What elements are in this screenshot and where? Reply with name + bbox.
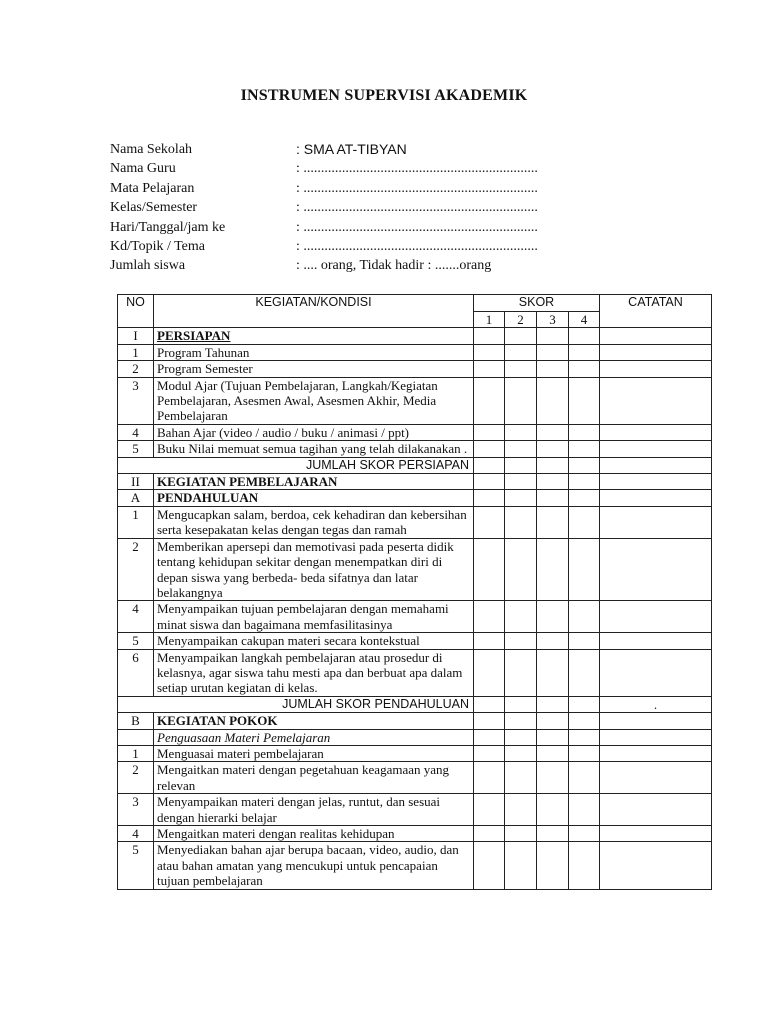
row-activity: Buku Nilai memuat semua tagihan yang telah dilakanakan . (154, 441, 474, 457)
info-value: : ................................................................... (296, 219, 538, 235)
header-skor-3: 3 (537, 312, 569, 328)
score-cell-4[interactable] (569, 601, 600, 633)
table-row (118, 538, 712, 601)
score-cell-4[interactable] (569, 424, 600, 440)
score-cell-2[interactable] (505, 696, 537, 712)
row-number: 4 (118, 826, 154, 842)
notes-cell[interactable] (600, 762, 712, 794)
score-cell-4[interactable] (569, 538, 600, 601)
score-cell-4[interactable] (569, 842, 600, 889)
notes-cell[interactable] (600, 490, 712, 506)
table-row (118, 713, 712, 729)
info-label: Kd/Topik / Tema (110, 238, 205, 254)
row-number: 2 (118, 361, 154, 377)
table-row (118, 745, 712, 761)
score-cell-3[interactable] (537, 474, 569, 490)
table-row (118, 794, 712, 826)
row-activity: Mengaitkan materi dengan realitas kehidupan (154, 826, 474, 842)
table-row (118, 633, 712, 649)
score-cell-1[interactable] (474, 344, 505, 360)
row-number: 1 (118, 506, 154, 538)
row-activity: Mengucapkan salam, berdoa, cek kehadiran dan kebersihan serta kesepakatan kelas dengan tegas dan ramah (154, 506, 474, 538)
notes-cell[interactable] (600, 377, 712, 424)
score-cell-4[interactable] (569, 649, 600, 696)
table-row (118, 506, 712, 538)
notes-cell[interactable] (600, 457, 712, 473)
row-activity: Menyampaikan cakupan materi secara kontekstual (154, 633, 474, 649)
row-activity: KEGIATAN PEMBELAJARAN (154, 474, 474, 490)
score-cell-4[interactable] (569, 826, 600, 842)
row-number: 5 (118, 842, 154, 889)
score-cell-1[interactable] (474, 506, 505, 538)
header-skor-1: 1 (474, 312, 505, 328)
table-row (118, 424, 712, 440)
score-cell-2[interactable] (505, 762, 537, 794)
row-activity: Menyampaikan materi dengan jelas, runtut, dan sesuai dengan hierarki belajar (154, 794, 474, 826)
score-cell-1[interactable] (474, 729, 505, 745)
row-activity: Memberikan apersepi dan memotivasi pada peserta didik tentang kehidupan sekitar dengan menempatkan diri di depan siswa yang berbeda- beda sifatnya dan latar belakangnya (154, 538, 474, 601)
score-cell-2[interactable] (505, 826, 537, 842)
score-cell-2[interactable] (505, 361, 537, 377)
table-row (118, 826, 712, 842)
header-skor: SKOR (474, 295, 600, 312)
score-cell-1[interactable] (474, 441, 505, 457)
row-number: 4 (118, 424, 154, 440)
header-skor-2: 2 (505, 312, 537, 328)
score-cell-3[interactable] (537, 377, 569, 424)
score-cell-2[interactable] (505, 713, 537, 729)
header-no: NO (118, 295, 154, 328)
score-cell-2[interactable] (505, 474, 537, 490)
sum-label: JUMLAH SKOR PERSIAPAN (118, 457, 474, 473)
info-label: Jumlah siswa (110, 258, 186, 274)
score-cell-1[interactable] (474, 377, 505, 424)
score-cell-4[interactable] (569, 506, 600, 538)
score-cell-4[interactable] (569, 328, 600, 344)
score-cell-1[interactable] (474, 601, 505, 633)
notes-cell[interactable] (600, 633, 712, 649)
score-cell-3[interactable] (537, 794, 569, 826)
score-cell-4[interactable] (569, 794, 600, 826)
score-cell-1[interactable] (474, 794, 505, 826)
supervision-table (117, 294, 712, 890)
table-row (118, 361, 712, 377)
score-cell-3[interactable] (537, 424, 569, 440)
score-cell-2[interactable] (505, 328, 537, 344)
score-cell-1[interactable] (474, 762, 505, 794)
score-cell-3[interactable] (537, 745, 569, 761)
notes-cell[interactable] (600, 474, 712, 490)
score-cell-3[interactable] (537, 601, 569, 633)
score-cell-4[interactable] (569, 344, 600, 360)
score-cell-4[interactable] (569, 696, 600, 712)
row-number: 6 (118, 649, 154, 696)
row-number: 5 (118, 441, 154, 457)
row-number (118, 729, 154, 745)
notes-cell[interactable] (600, 745, 712, 761)
notes-cell[interactable] (600, 713, 712, 729)
info-value: : .... orang, Tidak hadir : .......orang (296, 258, 492, 274)
score-cell-2[interactable] (505, 794, 537, 826)
row-activity: KEGIATAN POKOK (154, 713, 474, 729)
table-row (118, 490, 712, 506)
table-row (118, 842, 712, 889)
table-row (118, 474, 712, 490)
score-cell-4[interactable] (569, 457, 600, 473)
score-cell-3[interactable] (537, 842, 569, 889)
info-value: : SMA AT-TIBYAN (296, 141, 407, 157)
row-number: I (118, 328, 154, 344)
score-cell-4[interactable] (569, 361, 600, 377)
info-value: : ................................................................... (296, 200, 538, 216)
info-label: Nama Guru (110, 161, 176, 177)
table-row (118, 601, 712, 633)
score-cell-2[interactable] (505, 457, 537, 473)
score-cell-3[interactable] (537, 328, 569, 344)
row-number: 5 (118, 633, 154, 649)
document-title: INSTRUMEN SUPERVISI AKADEMIK (240, 87, 528, 104)
score-cell-1[interactable] (474, 424, 505, 440)
row-number: 3 (118, 794, 154, 826)
row-number: 3 (118, 377, 154, 424)
notes-cell[interactable] (600, 729, 712, 745)
notes-cell[interactable] (600, 361, 712, 377)
score-cell-3[interactable] (537, 729, 569, 745)
table-row (118, 696, 712, 712)
row-activity: Bahan Ajar (video / audio / buku / animasi / ppt) (154, 424, 474, 440)
score-cell-4[interactable] (569, 729, 600, 745)
score-cell-2[interactable] (505, 601, 537, 633)
score-cell-2[interactable] (505, 633, 537, 649)
score-cell-1[interactable] (474, 826, 505, 842)
score-cell-2[interactable] (505, 344, 537, 360)
score-cell-2[interactable] (505, 745, 537, 761)
row-number: 1 (118, 344, 154, 360)
row-activity: Modul Ajar (Tujuan Pembelajaran, Langkah/Kegiatan Pembelajaran, Asesmen Awal, Asesmen Akhir, Media Pembelajaran (154, 377, 474, 424)
notes-cell[interactable] (600, 441, 712, 457)
row-number: B (118, 713, 154, 729)
info-label: Mata Pelajaran (110, 180, 195, 196)
score-cell-3[interactable] (537, 649, 569, 696)
row-number: 4 (118, 601, 154, 633)
row-number: A (118, 490, 154, 506)
score-cell-1[interactable] (474, 745, 505, 761)
score-cell-1[interactable] (474, 713, 505, 729)
row-activity: Menyampaikan langkah pembelajaran atau prosedur di kelasnya, agar siswa tahu mesti apa dan berbuat apa dalam setiap urutan kegiatan di kelas. (154, 649, 474, 696)
notes-cell[interactable] (600, 826, 712, 842)
score-cell-4[interactable] (569, 490, 600, 506)
table-row (118, 729, 712, 745)
score-cell-4[interactable] (569, 745, 600, 761)
row-activity: PERSIAPAN (154, 328, 474, 344)
score-cell-3[interactable] (537, 633, 569, 649)
score-cell-3[interactable] (537, 696, 569, 712)
score-cell-2[interactable] (505, 441, 537, 457)
notes-cell[interactable] (600, 328, 712, 344)
table-row (118, 328, 712, 344)
table-row (118, 762, 712, 794)
score-cell-1[interactable] (474, 457, 505, 473)
score-cell-2[interactable] (505, 649, 537, 696)
score-cell-1[interactable] (474, 328, 505, 344)
notes-cell[interactable] (600, 538, 712, 601)
header-kegiatan: KEGIATAN/KONDISI (154, 295, 474, 328)
notes-cell[interactable] (600, 794, 712, 826)
info-label: Kelas/Semester (110, 200, 198, 216)
row-number: 2 (118, 538, 154, 601)
score-cell-2[interactable] (505, 506, 537, 538)
row-activity: PENDAHULUAN (154, 490, 474, 506)
table-row (118, 377, 712, 424)
info-value: : ................................................................... (296, 180, 538, 196)
score-cell-2[interactable] (505, 377, 537, 424)
table-row (118, 457, 712, 473)
score-cell-4[interactable] (569, 441, 600, 457)
score-cell-3[interactable] (537, 441, 569, 457)
score-cell-3[interactable] (537, 762, 569, 794)
score-cell-1[interactable] (474, 361, 505, 377)
score-cell-3[interactable] (537, 457, 569, 473)
score-cell-1[interactable] (474, 490, 505, 506)
score-cell-2[interactable] (505, 538, 537, 601)
score-cell-1[interactable] (474, 696, 505, 712)
table-row (118, 344, 712, 360)
notes-cell[interactable] (600, 506, 712, 538)
score-cell-4[interactable] (569, 633, 600, 649)
notes-cell[interactable] (600, 649, 712, 696)
score-cell-1[interactable] (474, 538, 505, 601)
notes-cell[interactable] (600, 424, 712, 440)
header-skor-4: 4 (569, 312, 600, 328)
score-cell-3[interactable] (537, 826, 569, 842)
score-cell-3[interactable] (537, 538, 569, 601)
info-label: Nama Sekolah (110, 142, 193, 157)
score-cell-1[interactable] (474, 649, 505, 696)
notes-cell[interactable]: . (600, 696, 712, 712)
row-number: II (118, 474, 154, 490)
score-cell-2[interactable] (505, 490, 537, 506)
info-value: : ................................................................... (296, 161, 538, 177)
table-row (118, 441, 712, 457)
header-catatan: CATATAN (600, 295, 712, 328)
table-row (118, 649, 712, 696)
score-cell-4[interactable] (569, 713, 600, 729)
row-activity: Program Tahunan (154, 344, 474, 360)
notes-cell[interactable] (600, 601, 712, 633)
sum-label: JUMLAH SKOR PENDAHULUAN (118, 696, 474, 712)
row-activity: Mengaitkan materi dengan pegetahuan keagamaan yang relevan (154, 762, 474, 794)
score-cell-3[interactable] (537, 506, 569, 538)
info-label: Hari/Tanggal/jam ke (110, 219, 226, 235)
score-cell-3[interactable] (537, 361, 569, 377)
row-number: 2 (118, 762, 154, 794)
row-activity: Penguasaan Materi Pemelajaran (154, 729, 474, 745)
score-cell-2[interactable] (505, 424, 537, 440)
row-activity: Program Semester (154, 361, 474, 377)
notes-cell[interactable] (600, 344, 712, 360)
row-activity: Menyediakan bahan ajar berupa bacaan, video, audio, dan atau bahan amatan yang mencukupi untuk pencapaian tujuan pembelajaran (154, 842, 474, 889)
score-cell-1[interactable] (474, 633, 505, 649)
score-cell-4[interactable] (569, 377, 600, 424)
row-activity: Menguasai materi pembelajaran (154, 745, 474, 761)
info-value: : ................................................................... (296, 238, 538, 254)
score-cell-2[interactable] (505, 842, 537, 889)
score-cell-3[interactable] (537, 713, 569, 729)
score-cell-4[interactable] (569, 762, 600, 794)
score-cell-4[interactable] (569, 474, 600, 490)
score-cell-1[interactable] (474, 842, 505, 889)
score-cell-1[interactable] (474, 474, 505, 490)
row-activity: Menyampaikan tujuan pembelajaran dengan memahami minat siswa dan bagaimana memfasilitasinya (154, 601, 474, 633)
row-number: 1 (118, 745, 154, 761)
score-cell-3[interactable] (537, 344, 569, 360)
notes-cell[interactable] (600, 842, 712, 889)
score-cell-3[interactable] (537, 490, 569, 506)
score-cell-2[interactable] (505, 729, 537, 745)
